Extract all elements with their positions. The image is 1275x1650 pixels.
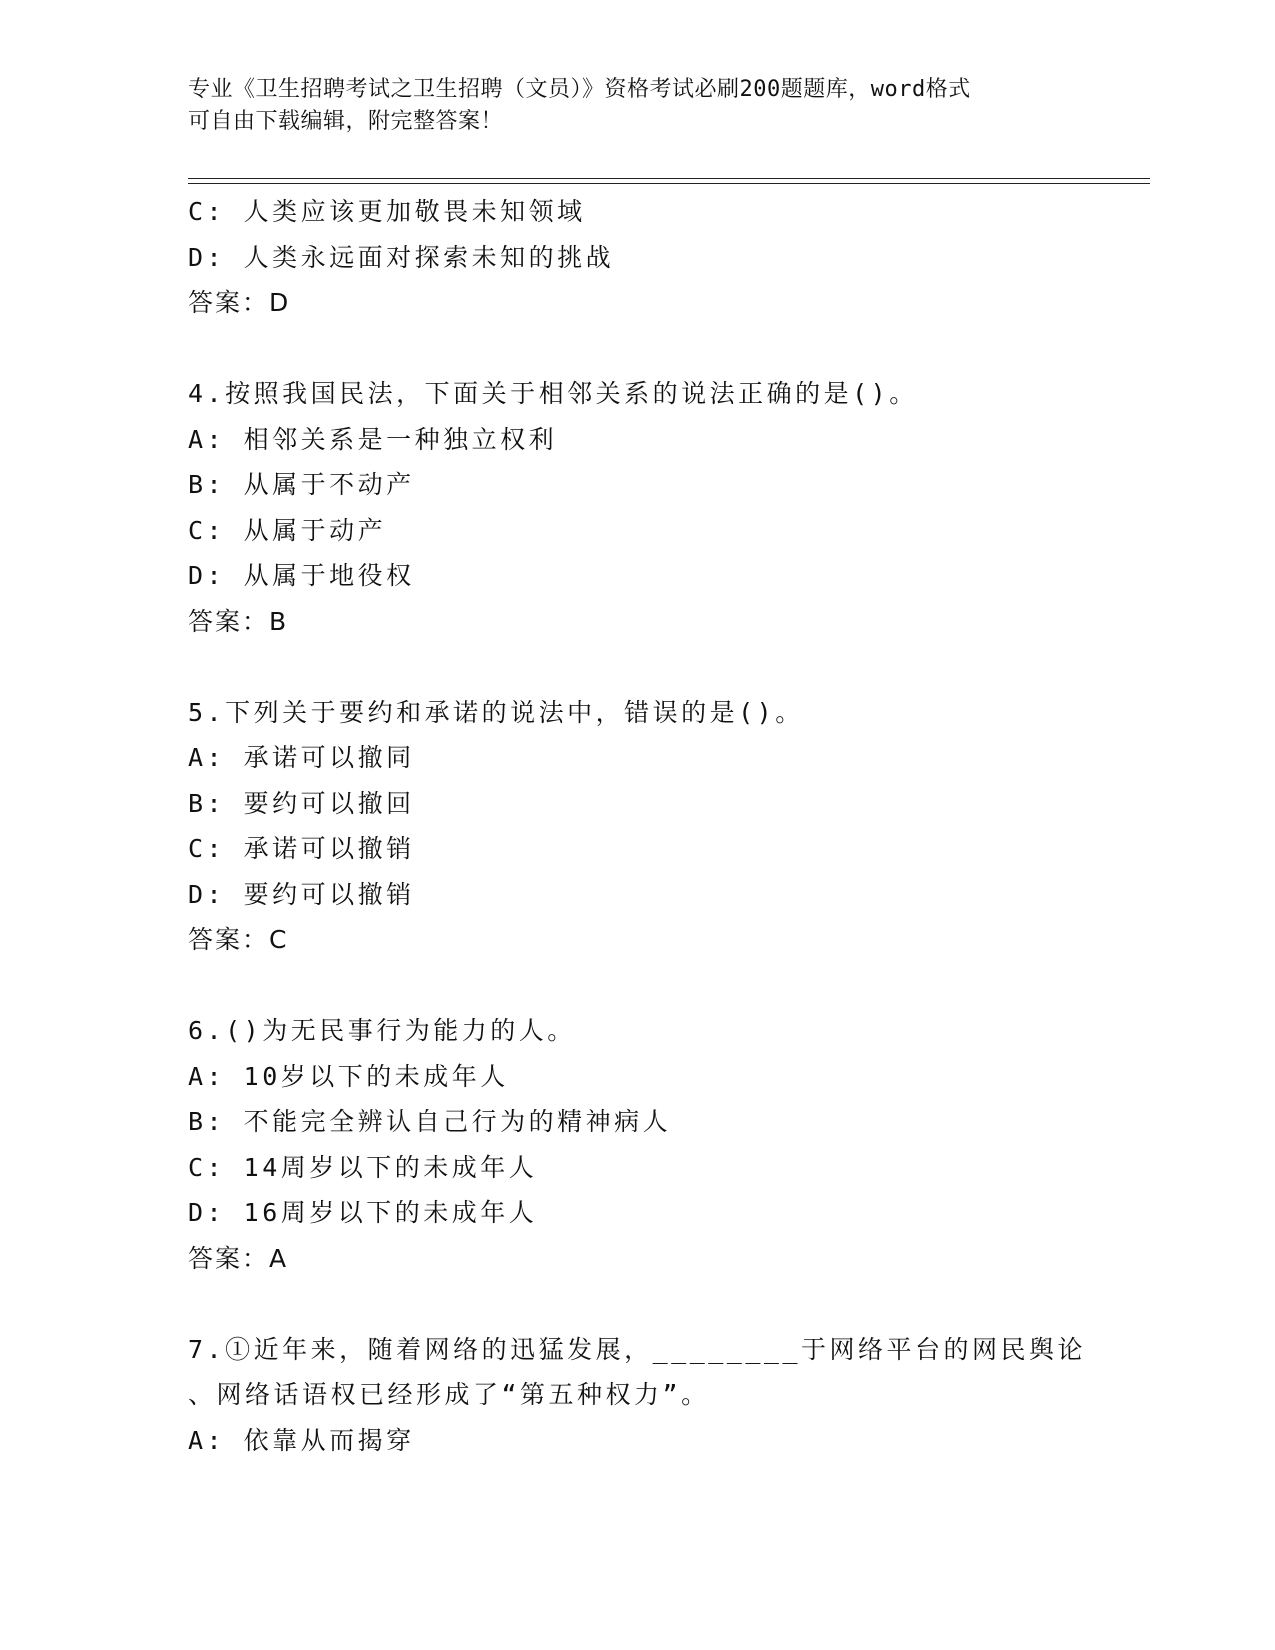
- question-text-line-2: 、网络话语权已经形成了“第五种权力”。: [188, 1380, 710, 1409]
- option-a: A: 承诺可以撤同: [188, 743, 415, 772]
- answer-label: 答案：D: [188, 288, 291, 317]
- answer-label: 答案：A: [188, 1243, 289, 1273]
- answer-label: 答案：B: [188, 606, 289, 636]
- question-block-prev: [188, 189, 1108, 326]
- option-a: A: 依靠从而揭穿: [188, 1425, 415, 1455]
- option-d: D: 人类永远面对探索未知的挑战: [188, 242, 615, 272]
- header-divider-top: [188, 178, 1150, 179]
- question-block-7: [188, 1327, 1108, 1464]
- option-a: A: 10岁以下的未成年人: [188, 1061, 509, 1091]
- option-d: D: 16周岁以下的未成年人: [188, 1198, 538, 1227]
- option-b: B: 不能完全辨认自己行为的精神病人: [188, 1107, 672, 1136]
- question-text: 5.下列关于要约和承诺的说法中，错误的是()。: [188, 697, 804, 727]
- option-c: C: 14周岁以下的未成年人: [188, 1152, 538, 1182]
- option-c: C: 承诺可以撤销: [188, 834, 415, 863]
- question-block-5: [188, 690, 1108, 963]
- option-a: A: 相邻关系是一种独立权利: [188, 424, 558, 454]
- document-header: [188, 74, 1088, 138]
- question-text: 6.()为无民事行为能力的人。: [188, 1016, 576, 1045]
- question-block-6: [188, 1008, 1108, 1281]
- spacer: [188, 963, 1108, 1009]
- spacer: [188, 1281, 1108, 1327]
- header-title-line-2: 可自由下载编辑，附完整答案！: [188, 109, 504, 134]
- option-d: D: 要约可以撤销: [188, 879, 415, 909]
- option-c: C: 从属于动产: [188, 515, 387, 545]
- question-block-4: [188, 371, 1108, 644]
- option-b: B: 要约可以撤回: [188, 788, 415, 818]
- option-b: B: 从属于不动产: [188, 470, 415, 499]
- question-text-line-1: 7.①近年来，随着网络的迅猛发展，________于网络平台的网民舆论: [188, 1334, 1087, 1364]
- header-title-line-1: 专业《卫生招聘考试之卫生招聘（文员）》资格考试必刷200题题库，word格式: [188, 77, 971, 102]
- header-divider-bottom: [188, 183, 1150, 184]
- answer-label: 答案：C: [188, 925, 289, 954]
- option-d: D: 从属于地役权: [188, 561, 415, 590]
- spacer: [188, 326, 1108, 372]
- option-c: C: 人类应该更加敬畏未知领域: [188, 197, 586, 226]
- question-text: 4.按照我国民法，下面关于相邻关系的说法正确的是()。: [188, 379, 918, 408]
- question-list: [188, 189, 1108, 1463]
- spacer: [188, 644, 1108, 690]
